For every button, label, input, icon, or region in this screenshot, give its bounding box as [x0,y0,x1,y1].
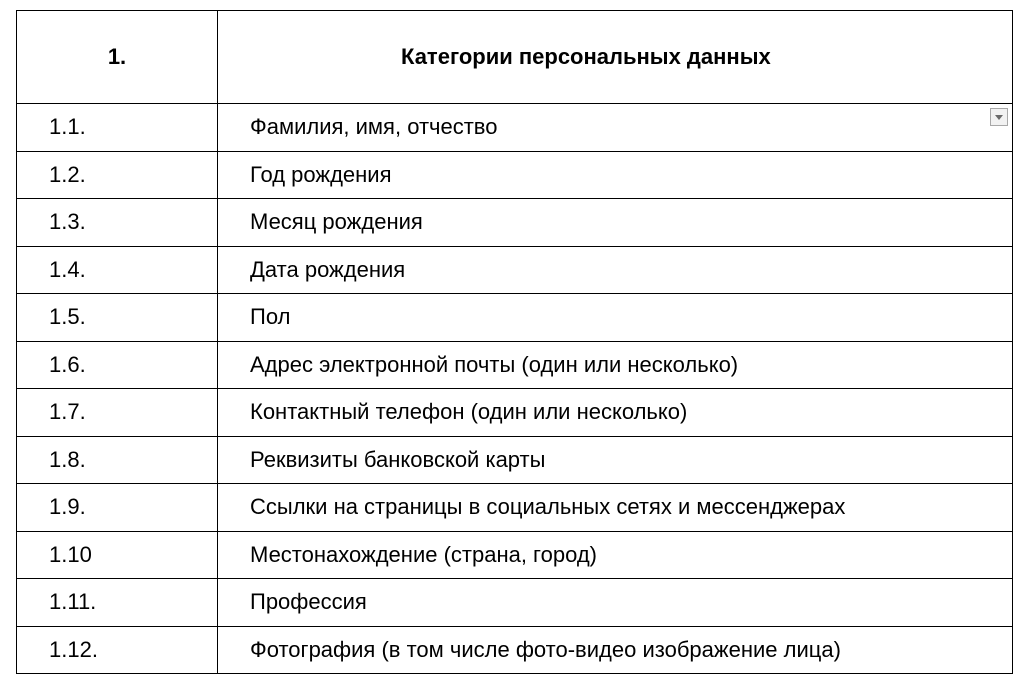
row-text-cell: Месяц рождения [218,199,1013,247]
table-header-row [17,11,1013,104]
header-number-cell: 1. [17,11,218,104]
row-text-cell: Фотография (в том числе фото-видео изображение лица) [218,626,1013,674]
table-row [17,436,1013,484]
row-text-cell: Год рождения [218,151,1013,199]
table-row [17,484,1013,532]
row-number-cell: 1.9. [17,484,218,532]
table-row [17,531,1013,579]
row-number-cell: 1.7. [17,389,218,437]
table-row [17,151,1013,199]
row-number-cell: 1.2. [17,151,218,199]
row-text-cell: Реквизиты банковской карты [218,436,1013,484]
row-text-cell: Дата рождения [218,246,1013,294]
row-number-cell: 1.6. [17,341,218,389]
row-number-cell: 1.10 [17,531,218,579]
table-row [17,199,1013,247]
table-row [17,341,1013,389]
chevron-down-icon[interactable] [990,108,1008,126]
row-number-cell: 1.11. [17,579,218,627]
personal-data-categories-table [16,10,1013,674]
table-row [17,626,1013,674]
row-text-cell: Профессия [218,579,1013,627]
table-row [17,104,1013,152]
table-row [17,579,1013,627]
row-number-cell: 1.1. [17,104,218,152]
row-number-cell: 1.3. [17,199,218,247]
header-title-cell: Категории персональных данных [218,11,1013,104]
document-sheet [16,10,1012,674]
row-text-cell: Пол [218,294,1013,342]
row-text-cell: Ссылки на страницы в социальных сетях и мессенджерах [218,484,1013,532]
row-number-cell: 1.5. [17,294,218,342]
table-row [17,389,1013,437]
row-text-cell: Контактный телефон (один или несколько) [218,389,1013,437]
row-text-cell[interactable] [218,104,1013,152]
table-row [17,246,1013,294]
row-number-cell: 1.4. [17,246,218,294]
row-number-cell: 1.8. [17,436,218,484]
table-row [17,294,1013,342]
row-text-cell: Местонахождение (страна, город) [218,531,1013,579]
row-text: Фамилия, имя, отчество [250,114,498,140]
row-text-cell: Адрес электронной почты (один или несколько) [218,341,1013,389]
row-number-cell: 1.12. [17,626,218,674]
